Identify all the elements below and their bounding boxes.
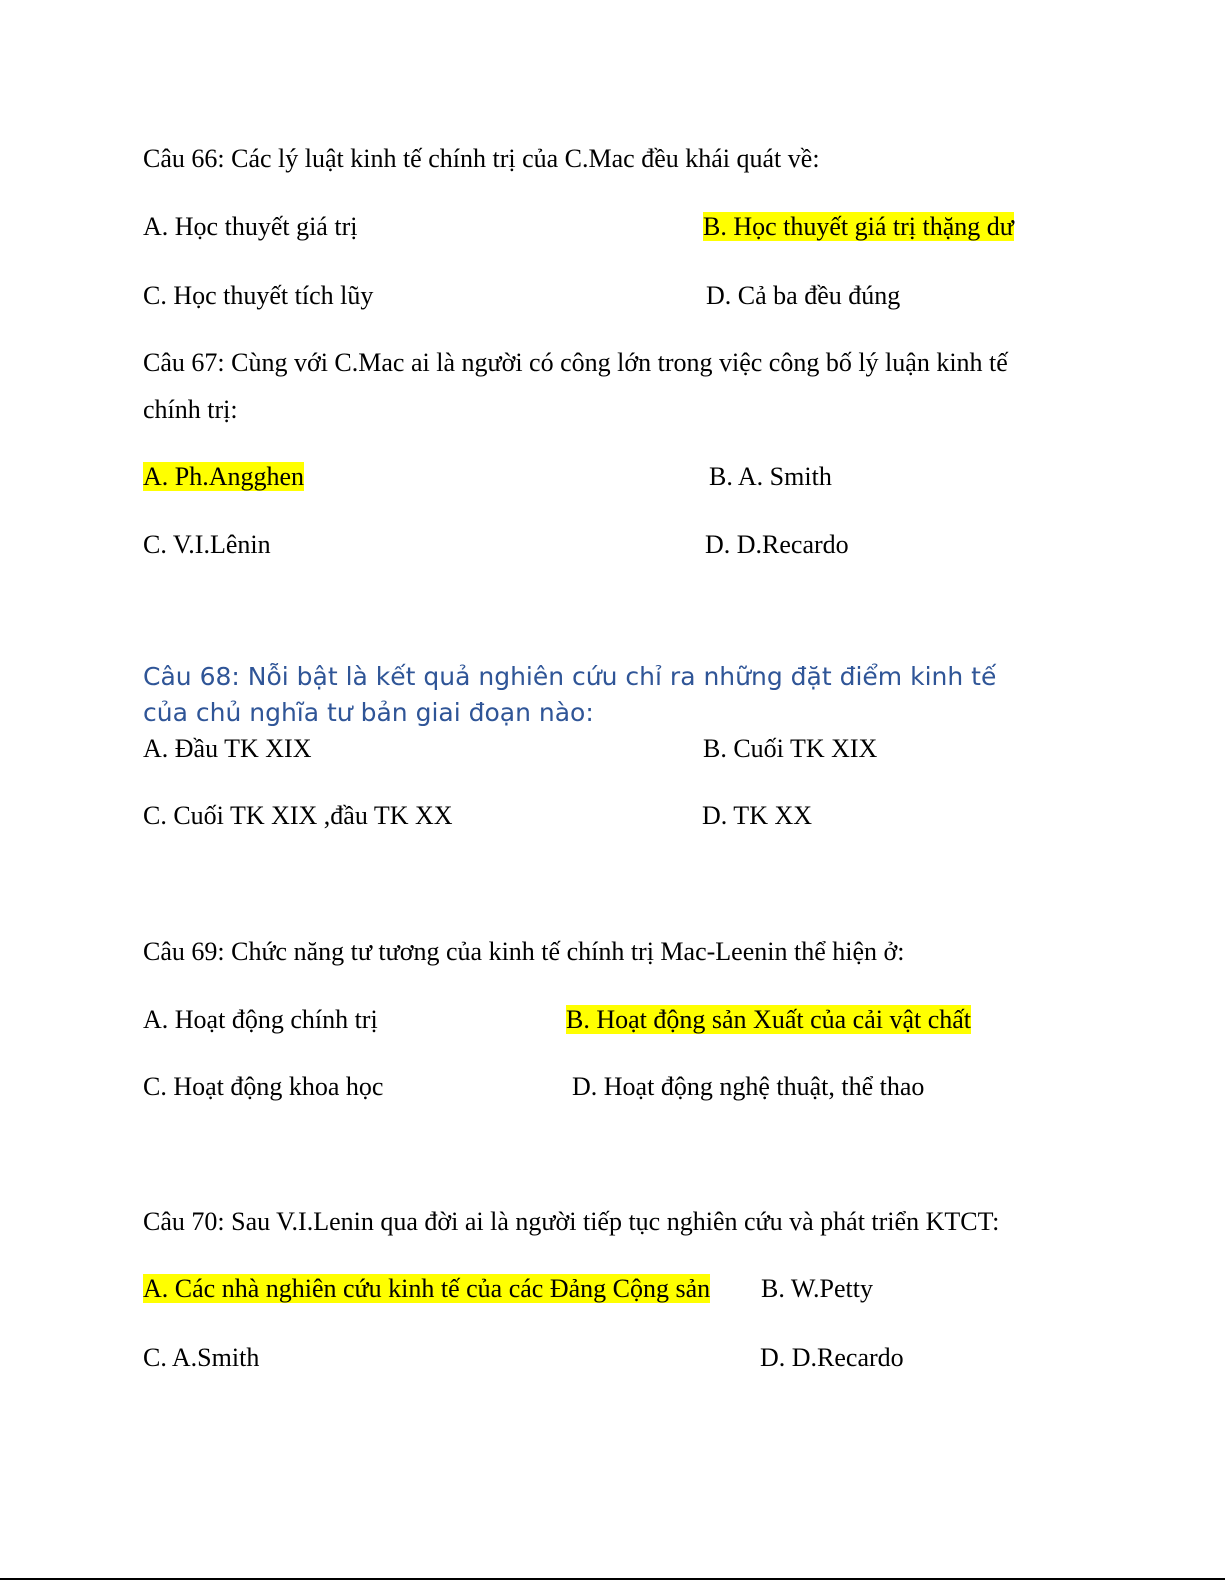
question-68-text-line2: của chủ nghĩa tư bản giai đoạn nào: [143, 698, 594, 727]
q68-option-b: B. Cuối TK XIX [703, 734, 878, 763]
q70-option-c: C. A.Smith [143, 1343, 260, 1372]
q67-option-d: D. D.Recardo [705, 530, 849, 559]
q69-option-b-highlighted: B. Hoạt động sản Xuất của cải vật chất [566, 1005, 972, 1034]
q68-option-d: D. TK XX [702, 801, 813, 830]
q70-option-b: B. W.Petty [761, 1274, 873, 1303]
question-70-text: Câu 70: Sau V.I.Lenin qua đời ai là người tiếp tục nghiên cứu và phát triển KTCT: [143, 1207, 1000, 1236]
q69-option-d: D. Hoạt động nghệ thuật, thể thao [572, 1072, 925, 1101]
q66-option-b-highlighted: B. Học thuyết giá trị thặng dư [703, 212, 1014, 241]
q66-option-d: D. Cả ba đều đúng [706, 281, 901, 310]
q69-option-a: A. Hoạt động chính trị [143, 1005, 378, 1034]
question-67-text-line2: chính trị: [143, 395, 238, 424]
q69-option-c: C. Hoạt động khoa học [143, 1072, 384, 1101]
question-68-text-line1: Câu 68: Nỗi bật là kết quả nghiên cứu chỉ ra những đặt điểm kinh tế [143, 662, 997, 691]
page-bottom-border [0, 1578, 1225, 1580]
q67-option-b: B. A. Smith [709, 462, 832, 491]
question-69-text: Câu 69: Chức năng tư tương của kinh tế chính trị Mac-Leenin thể hiện ở: [143, 937, 905, 966]
q67-option-a-highlighted: A. Ph.Angghen [143, 462, 305, 491]
q68-option-a: A. Đầu TK XIX [143, 734, 312, 763]
q68-option-c: C. Cuối TK XIX ,đầu TK XX [143, 801, 453, 830]
question-67-text-line1: Câu 67: Cùng với C.Mac ai là người có công lớn trong việc công bố lý luận kinh tế [143, 348, 1008, 377]
q70-option-d: D. D.Recardo [760, 1343, 904, 1372]
q66-option-a: A. Học thuyết giá trị [143, 212, 358, 241]
question-66-text: Câu 66: Các lý luật kinh tế chính trị của C.Mac đều khái quát về: [143, 144, 820, 173]
q70-option-a-highlighted: A. Các nhà nghiên cứu kinh tế của các Đảng Cộng sản [143, 1274, 711, 1303]
q67-option-c: C. V.I.Lênin [143, 530, 271, 559]
q66-option-c: C. Học thuyết tích lũy [143, 281, 374, 310]
